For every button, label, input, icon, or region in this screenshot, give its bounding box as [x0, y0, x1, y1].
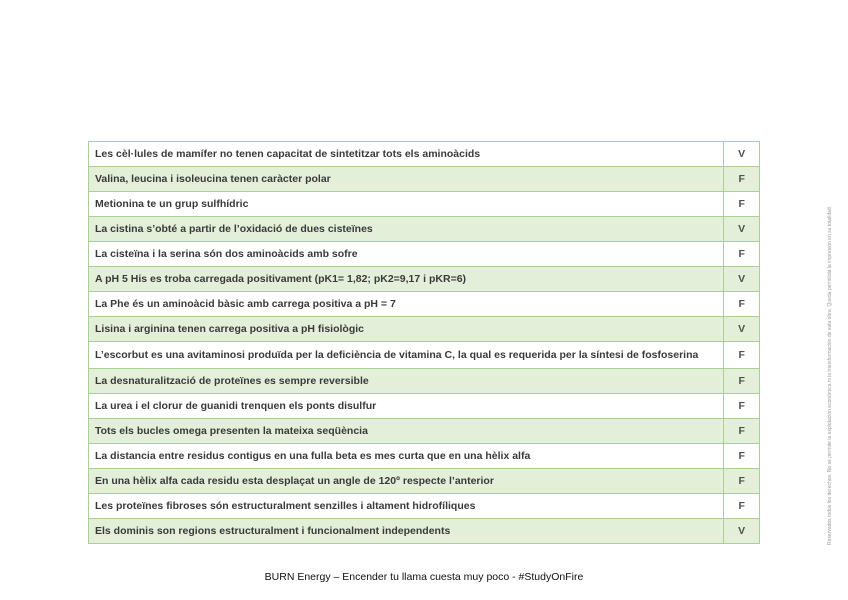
answer-cell: F — [724, 394, 760, 419]
statements-table-container — [88, 141, 760, 544]
answer-cell: V — [724, 267, 760, 292]
statement-cell: La distancia entre residus contigus en una fulla beta es mes curta que en una hèlix alfa — [89, 444, 724, 469]
table-row — [89, 267, 760, 292]
table-row — [89, 494, 760, 519]
statement-cell: Les proteïnes fibroses són estructuralment senzilles i altament hidrofíliques — [89, 494, 724, 519]
answer-cell: F — [724, 342, 760, 369]
answer-cell: V — [724, 317, 760, 342]
true-false-table — [88, 141, 760, 544]
statement-cell: L’escorbut es una avitaminosi produïda per la deficiència de vitamina C, la qual es requerida per la síntesi de fosfoserina — [89, 342, 724, 369]
table-row — [89, 142, 760, 167]
table-row — [89, 419, 760, 444]
answer-cell: F — [724, 167, 760, 192]
answer-cell: F — [724, 444, 760, 469]
table-row — [89, 394, 760, 419]
table-row — [89, 519, 760, 544]
answer-cell: F — [724, 419, 760, 444]
statement-cell: La cisteïna i la serina són dos aminoàcids amb sofre — [89, 242, 724, 267]
table-row — [89, 192, 760, 217]
statement-cell: La urea i el clorur de guanidi trenquen els ponts disulfur — [89, 394, 724, 419]
table-row — [89, 369, 760, 394]
statement-cell: La cistina s’obté a partir de l’oxidació de dues cisteïnes — [89, 217, 724, 242]
answer-cell: F — [724, 469, 760, 494]
copyright-side-note: Reservados todos los derechos. No se permite la explotación económica ni la transformación de esta obra. Queda permitida la impresión en su totalidad. — [827, 205, 833, 545]
statement-cell: Els dominis son regions estructuralment i funcionalment independents — [89, 519, 724, 544]
table-row — [89, 217, 760, 242]
statement-cell: Valina, leucina i isoleucina tenen caràcter polar — [89, 167, 724, 192]
table-row — [89, 167, 760, 192]
statement-cell: A pH 5 His es troba carregada positivament (pK1= 1,82; pK2=9,17 i pKR=6) — [89, 267, 724, 292]
table-row — [89, 469, 760, 494]
footer-slogan: BURN Energy – Encender tu llama cuesta muy poco - #StudyOnFire — [264, 571, 584, 583]
answer-cell: F — [724, 292, 760, 317]
statement-cell: Lisina i arginina tenen carrega positiva a pH fisiològic — [89, 317, 724, 342]
table-row — [89, 317, 760, 342]
answer-cell: F — [724, 242, 760, 267]
answer-cell: F — [724, 494, 760, 519]
statement-cell: En una hèlix alfa cada residu esta desplaçat un angle de 120º respecte l’anterior — [89, 469, 724, 494]
statement-cell: La desnaturalització de proteïnes es sempre reversible — [89, 369, 724, 394]
answer-cell: F — [724, 369, 760, 394]
answer-cell: V — [724, 142, 760, 167]
answer-cell: F — [724, 192, 760, 217]
statement-cell: Tots els bucles omega presenten la mateixa seqüència — [89, 419, 724, 444]
answer-cell: V — [724, 217, 760, 242]
table-row — [89, 444, 760, 469]
table-row — [89, 342, 760, 369]
answer-cell: V — [724, 519, 760, 544]
statement-cell: Metionina te un grup sulfhídric — [89, 192, 724, 217]
table-row — [89, 292, 760, 317]
table-row — [89, 242, 760, 267]
statement-cell: Les cèl·lules de mamífer no tenen capacitat de sintetitzar tots els aminoàcids — [89, 142, 724, 167]
statement-cell: La Phe és un aminoàcid bàsic amb carrega positiva a pH = 7 — [89, 292, 724, 317]
